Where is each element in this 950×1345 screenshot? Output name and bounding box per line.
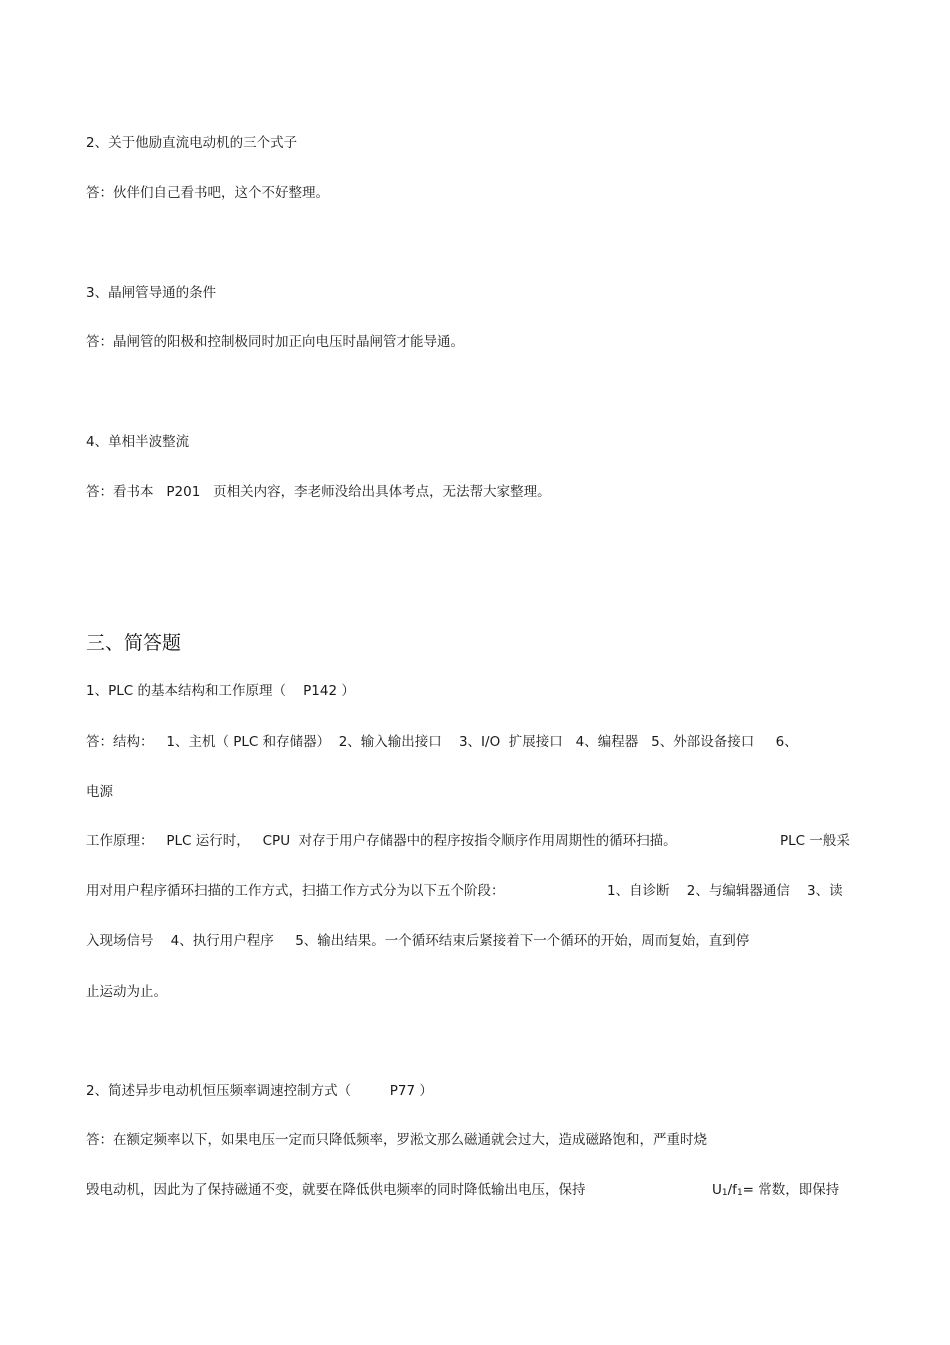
section-title: 三、简答题 — [86, 632, 182, 654]
s1-structure-line1: 答：结构： 1、主机（ PLC 和存储器） 2、输入输出接口 3、I/O 扩展接口 4、编程器 5、外部设备接口 6、 — [86, 734, 798, 750]
s1-structure-line2: 电源 — [86, 784, 113, 800]
s1-principle-line4: 止运动为止。 — [86, 984, 167, 1000]
s1-principle-line2-right: 1、自诊断 2、与编辑器通信 3、读 — [607, 883, 843, 899]
q3-answer: 答：晶闸管的阳极和控制极同时加正向电压时晶闸管才能导通。 — [86, 334, 464, 350]
q2-title: 2、关于他励直流电动机的三个式子 — [86, 135, 298, 151]
q3-title: 3、晶闸管导通的条件 — [86, 285, 217, 301]
s1-principle-line1: 工作原理： PLC 运行时， CPU 对存于用户存储器中的程序按指令顺序作用周期性的循环扫描。 — [86, 833, 677, 849]
s1-principle-line1-right: PLC 一般采 — [780, 833, 850, 849]
s2-answer-line1: 答：在额定频率以下，如果电压一定而只降低频率，罗淞文那么磁通就会过大，造成磁路饱和，严重时烧 — [86, 1132, 707, 1148]
formula-tail: = 常数，即保持 — [742, 1182, 840, 1198]
q4-title: 4、单相半波整流 — [86, 434, 190, 450]
q4-answer: 答：看书本 P201 页相关内容，李老师没给出具体考点，无法帮大家整理。 — [86, 484, 551, 500]
formula-sub-1: 1 — [721, 1188, 728, 1198]
s2-title: 2、简述异步电动机恒压频率调速控制方式（ P77 ） — [86, 1083, 433, 1099]
formula-mid: /f — [727, 1182, 737, 1198]
s1-title: 1、PLC 的基本结构和工作原理（ P142 ） — [86, 683, 355, 699]
q2-answer: 答：伙伴们自己看书吧，这个不好整理。 — [86, 185, 329, 201]
s1-principle-line3: 入现场信号 4、执行用户程序 5、输出结果。一个循环结束后紧接着下一个循环的开始，周而复始，直到停 — [86, 933, 750, 949]
s1-principle-line2: 用对用户程序循环扫描的工作方式，扫描工作方式分为以下五个阶段： — [86, 883, 505, 899]
formula-sub-2: 1 — [736, 1188, 743, 1198]
s2-answer-line2: 毁电动机，因此为了保持磁通不变，就要在降低供电频率的同时降低输出电压，保持 — [86, 1182, 586, 1198]
s2-formula — [712, 1180, 839, 1203]
formula-u: U — [712, 1182, 722, 1198]
